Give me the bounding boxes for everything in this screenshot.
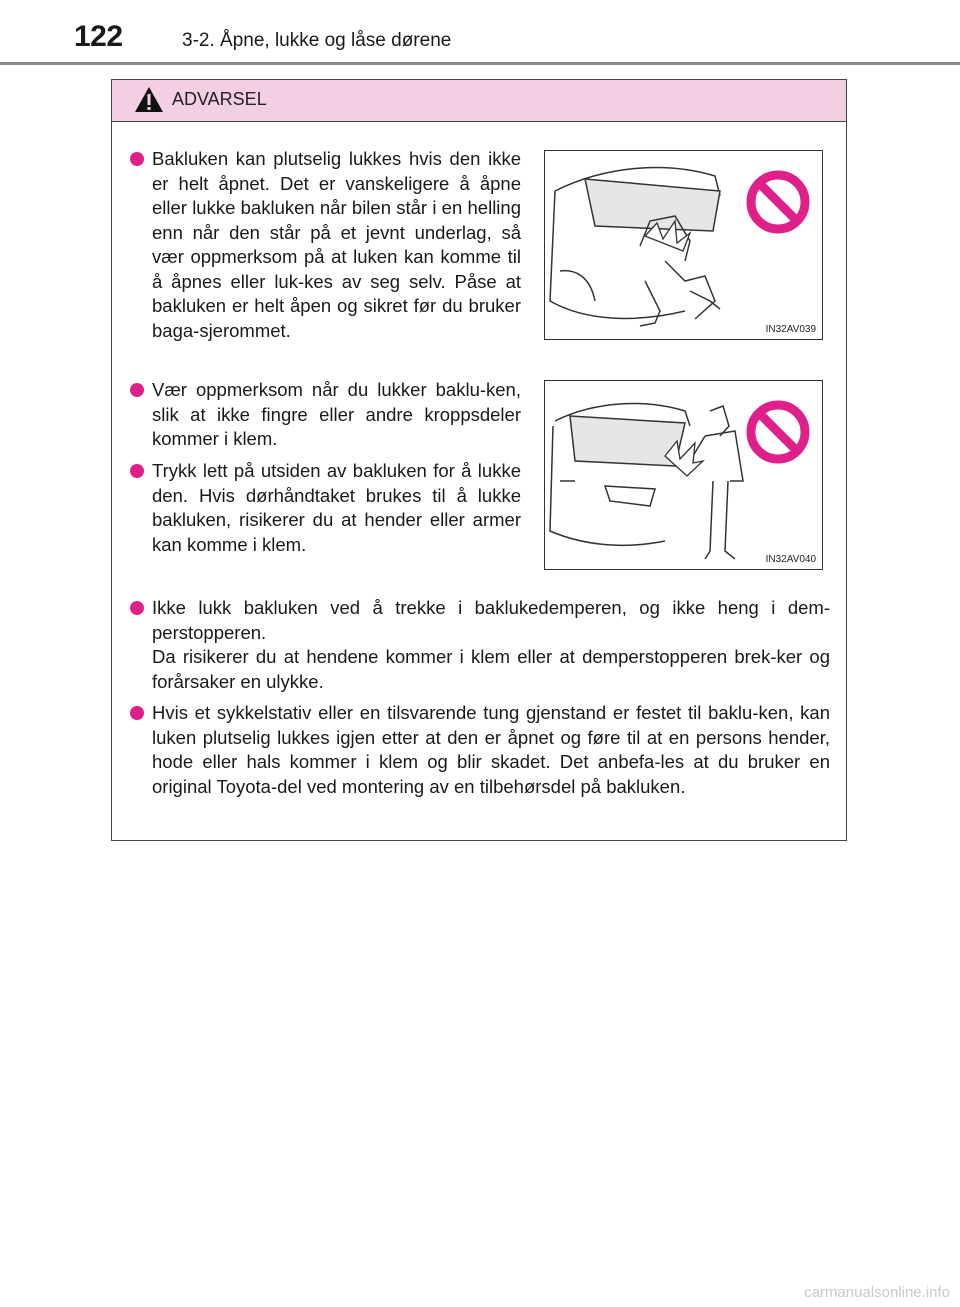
- figure-hand-caught-in-tailgate: [544, 380, 823, 570]
- bullet-icon: [130, 601, 144, 615]
- bullet-icon: [130, 464, 144, 478]
- bullet-text: Trykk lett på utsiden av bakluken for å lukke den. Hvis dørhåndtaket brukes til å lukke bakluken, risikerer du at hender eller armer kan komme i klem.: [152, 460, 521, 555]
- bullet-text: Da risikerer du at hendene kommer i klem eller at demperstopperen brek-ker og forårsaker en ulykke.: [152, 646, 830, 692]
- bullet-icon: [130, 152, 144, 166]
- warning-bullet-4: [130, 596, 830, 645]
- bullet-text: Vær oppmerksom når du lukker baklu-ken, slik at ikke fingre eller andre kroppsdeler kommer i klem.: [152, 379, 521, 449]
- section-title: 3-2. Åpne, lukke og låse dørene: [182, 30, 452, 51]
- bullet-text: Hvis et sykkelstativ eller en tilsvarende tung gjenstand er festet til baklu-ken, kan luken plutselig lukkes igjen etter at den er åpnet og føre til at en persons hender, hode eller hals kommer i klem og blir skadet. Det anbefa-les at du bruker en original Toyota-del ved montering av en tilbehørsdel på bakluken.: [152, 702, 830, 797]
- watermark: carmanualsonline.info: [804, 1284, 950, 1301]
- bullet-icon: [130, 706, 144, 720]
- warning-title: ADVARSEL: [172, 89, 267, 109]
- figure-code: IN32AV039: [765, 324, 816, 335]
- warning-bullet-1: [130, 147, 521, 343]
- bullet-icon: [130, 383, 144, 397]
- page-number: 122: [74, 20, 123, 53]
- header-rule: [0, 62, 960, 65]
- prohibition-icon: [745, 399, 811, 465]
- warning-header: [112, 80, 846, 122]
- bullet-text: Ikke lukk bakluken ved å trekke i baklukedemperen, og ikke heng i dem-perstopperen.: [152, 597, 830, 643]
- figure-tailgate-closing-on-person: [544, 150, 823, 340]
- warning-bullet-5: [130, 701, 830, 799]
- warning-bullet-3: [130, 459, 521, 557]
- warning-bullet-2: [130, 378, 521, 452]
- prohibition-icon: [745, 169, 811, 235]
- warning-box: [111, 79, 847, 841]
- figure-code: IN32AV040: [765, 554, 816, 565]
- warning-bullet-4-continuation: [130, 645, 830, 694]
- bullet-text: Bakluken kan plutselig lukkes hvis den ikke er helt åpnet. Det er vanskeligere å åpne eller lukke bakluken når bilen står i en helling enn når den står på et jevnt underlag, så vær oppmerksom på at luken kan komme til å åpnes eller luk-kes av seg selv. Påse at bakluken er helt åpen og sikret før du bruker baga-sjerommet.: [152, 148, 521, 341]
- warning-triangle-icon: [134, 86, 164, 113]
